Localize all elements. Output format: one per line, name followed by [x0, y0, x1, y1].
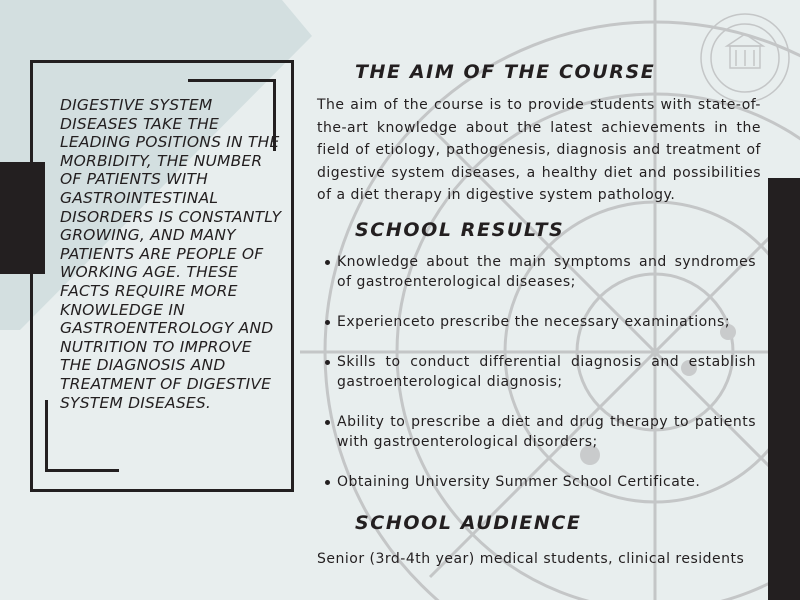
list-item: Knowledge about the main symptoms and syndromes of gastroenterological diseases;: [320, 252, 756, 292]
results-list: [320, 252, 756, 512]
audience-text: Senior (3rd-4th year) medical students, clinical residents: [317, 551, 745, 567]
results-heading: SCHOOL RESULTS: [355, 219, 565, 241]
list-item: Skills to conduct differential diagnosis and establish gastroenterological diagnosis;: [320, 352, 756, 392]
list-item: Obtaining University Summer School Certificate.: [320, 472, 756, 492]
audience-heading: SCHOOL AUDIENCE: [355, 512, 582, 534]
aim-heading: THE AIM OF THE COURSE: [355, 61, 656, 83]
aim-text: The aim of the course is to provide students with state-of-the-art knowledge about the latest achievements in the field of etiology, pathogenesis, diagnosis and treatment of digestive system diseases, a healthy diet and possibilities of a diet therapy in digestive system pathology.: [317, 97, 761, 203]
university-seal-icon: [701, 14, 789, 102]
list-item: Experienceto prescribe the necessary examinations;: [320, 312, 756, 332]
right-dark-bar: [768, 178, 800, 600]
quote-text: DIGESTIVE SYSTEM DISEASES TAKE THE LEADING POSITIONS IN THE MORBIDITY, THE NUMBER OF PATIENTS WITH GASTROINTESTINAL DISORDERS IS CONSTANTLY GROWING, AND MANY PATIENTS ARE PEOPLE OF WORKING AGE. THESE FACTS REQUIRE MORE KNOWLEDGE IN GASTROENTEROLOGY AND NUTRITION TO IMPROVE THE DIAGNOSIS AND TREATMENT OF DIGESTIVE SYSTEM DISEASES.: [60, 96, 282, 412]
list-item: Ability to prescribe a diet and drug therapy to patients with gastroenterological disorders;: [320, 412, 756, 452]
